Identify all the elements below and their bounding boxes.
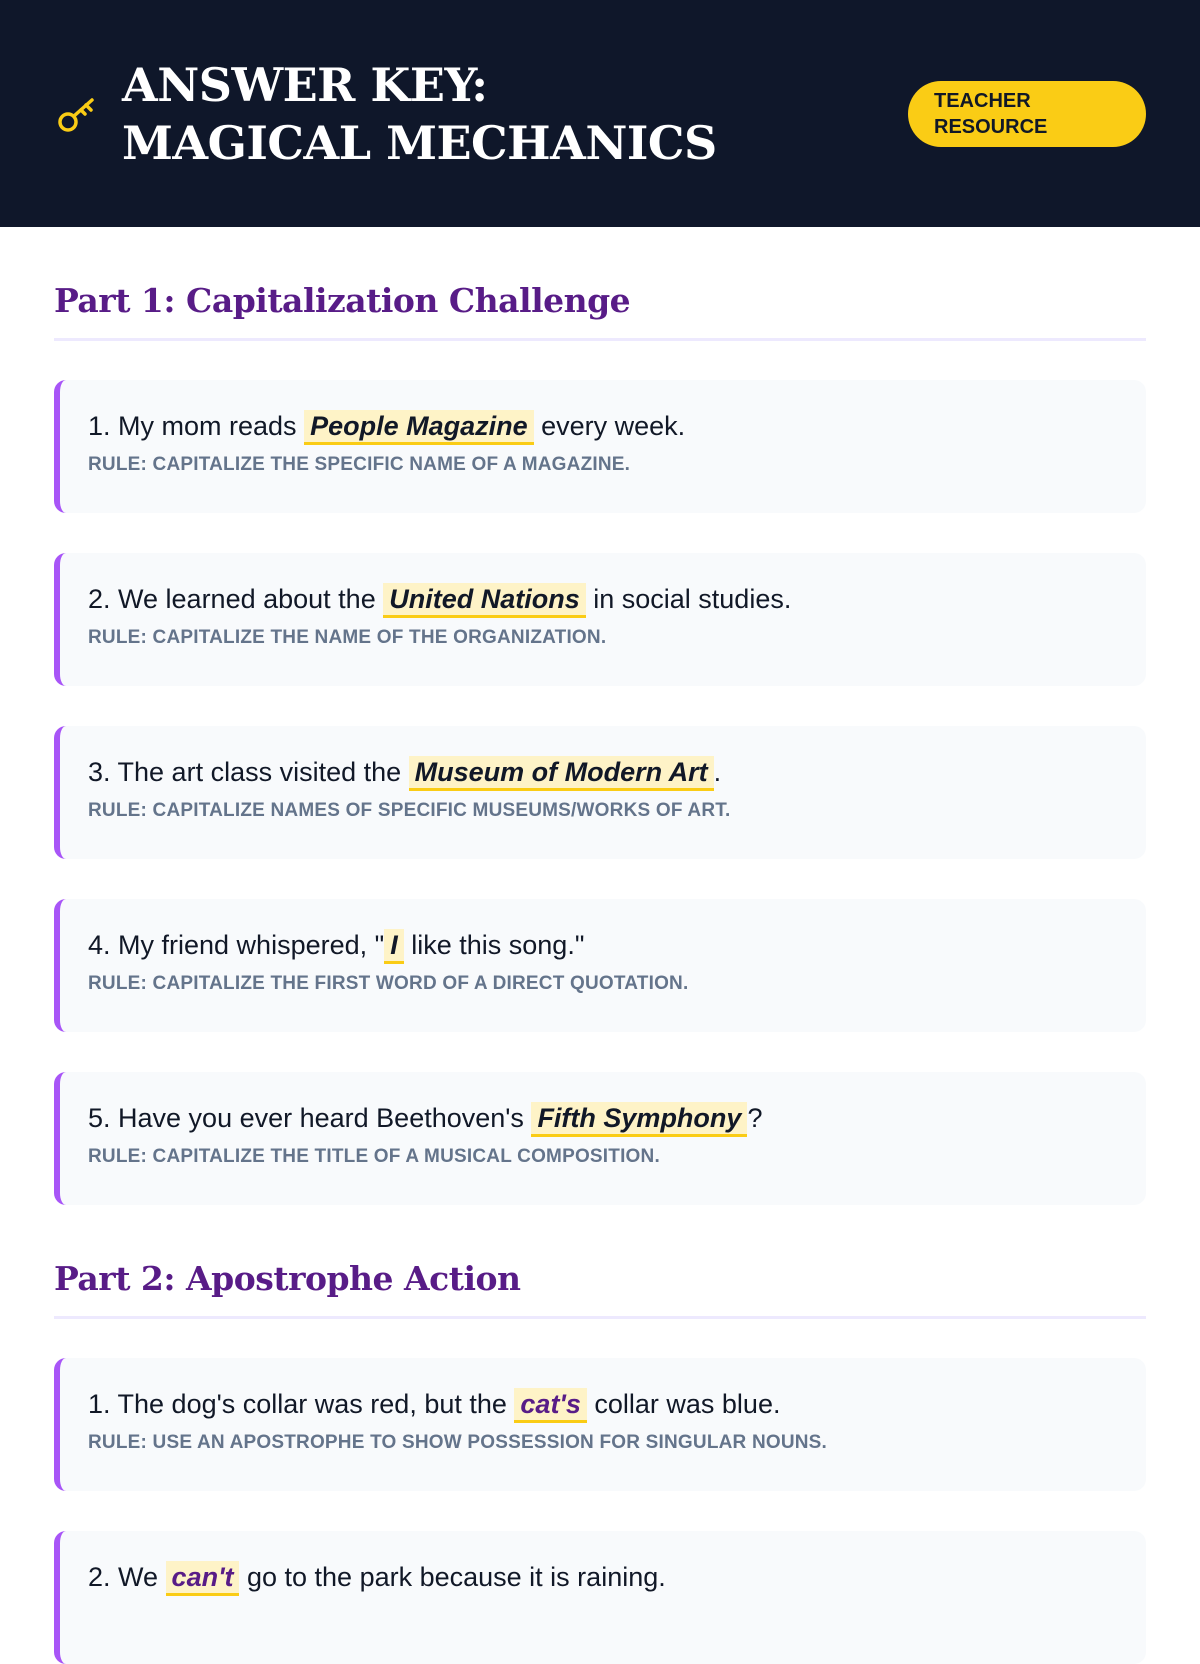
answer-sentence [88,406,1118,446]
rule-text: RULE: CAPITALIZE NAMES OF SPECIFIC MUSEUMS/WORKS OF ART. [88,800,731,821]
key-icon [54,91,100,137]
answer-highlight: People Magazine [304,410,534,445]
page-title: ANSWER KEY: MAGICAL MECHANICS [122,57,717,170]
rule-text: RULE: CAPITALIZE THE NAME OF THE ORGANIZATION. [88,627,607,648]
rule-text: RULE: CAPITALIZE THE SPECIFIC NAME OF A MAGAZINE. [88,454,631,475]
answer-highlight: I [384,929,404,964]
teacher-resource-badge: TEACHER RESOURCE [908,81,1146,147]
header-title-group [54,56,722,172]
answer-sentence [88,1384,1118,1424]
answer-card [54,1072,1146,1205]
answer-highlight: can't [166,1561,240,1596]
sentence-after: every week. [533,411,686,441]
answer-sentence [88,1557,1118,1597]
answer-sentence [88,752,1118,792]
sentence-before: 2. We learned about the [88,584,384,614]
section-capitalization [54,281,1146,1205]
answer-highlight: cat's [514,1388,586,1423]
answer-key-content [0,227,1200,1664]
item-list [54,1319,1146,1664]
answer-sentence [88,579,1118,619]
sentence-before: 1. My mom reads [88,411,305,441]
answer-highlight: Fifth Symphony [531,1102,747,1137]
section-title: Part 1: Capitalization Challenge [54,281,1146,341]
sentence-after: . [713,757,722,787]
answer-card [54,380,1146,513]
sentence-after: in social studies. [585,584,792,614]
rule-text: RULE: USE AN APOSTROPHE TO SHOW POSSESSION FOR SINGULAR NOUNS. [88,1432,828,1453]
sentence-before: 1. The dog's collar was red, but the [88,1389,515,1419]
page-header [0,0,1200,227]
answer-card [54,1531,1146,1664]
answer-highlight: Museum of Modern Art [409,756,714,791]
sentence-before: 4. My friend whispered, " [88,930,385,960]
sentence-before: 3. The art class visited the [88,757,409,787]
answer-card [54,899,1146,1032]
answer-highlight: United Nations [383,583,586,618]
sentence-after: collar was blue. [586,1389,781,1419]
sentence-after: ? [747,1103,763,1133]
answer-card [54,726,1146,859]
rule-text: RULE: CAPITALIZE THE FIRST WORD OF A DIRECT QUOTATION. [88,973,689,994]
answer-card [54,1358,1146,1491]
answer-card [54,553,1146,686]
sentence-before: 5. Have you ever heard Beethoven's [88,1103,532,1133]
rule-text: RULE: CAPITALIZE THE TITLE OF A MUSICAL COMPOSITION. [88,1146,660,1167]
section-apostrophe [54,1245,1146,1664]
item-list [54,341,1146,1205]
answer-sentence [88,925,1118,965]
section-title: Part 2: Apostrophe Action [54,1259,1146,1319]
answer-sentence [88,1098,1118,1138]
sentence-after: go to the park because it is raining. [239,1562,666,1592]
sentence-before: 2. We [88,1562,166,1592]
sentence-after: like this song." [403,930,585,960]
